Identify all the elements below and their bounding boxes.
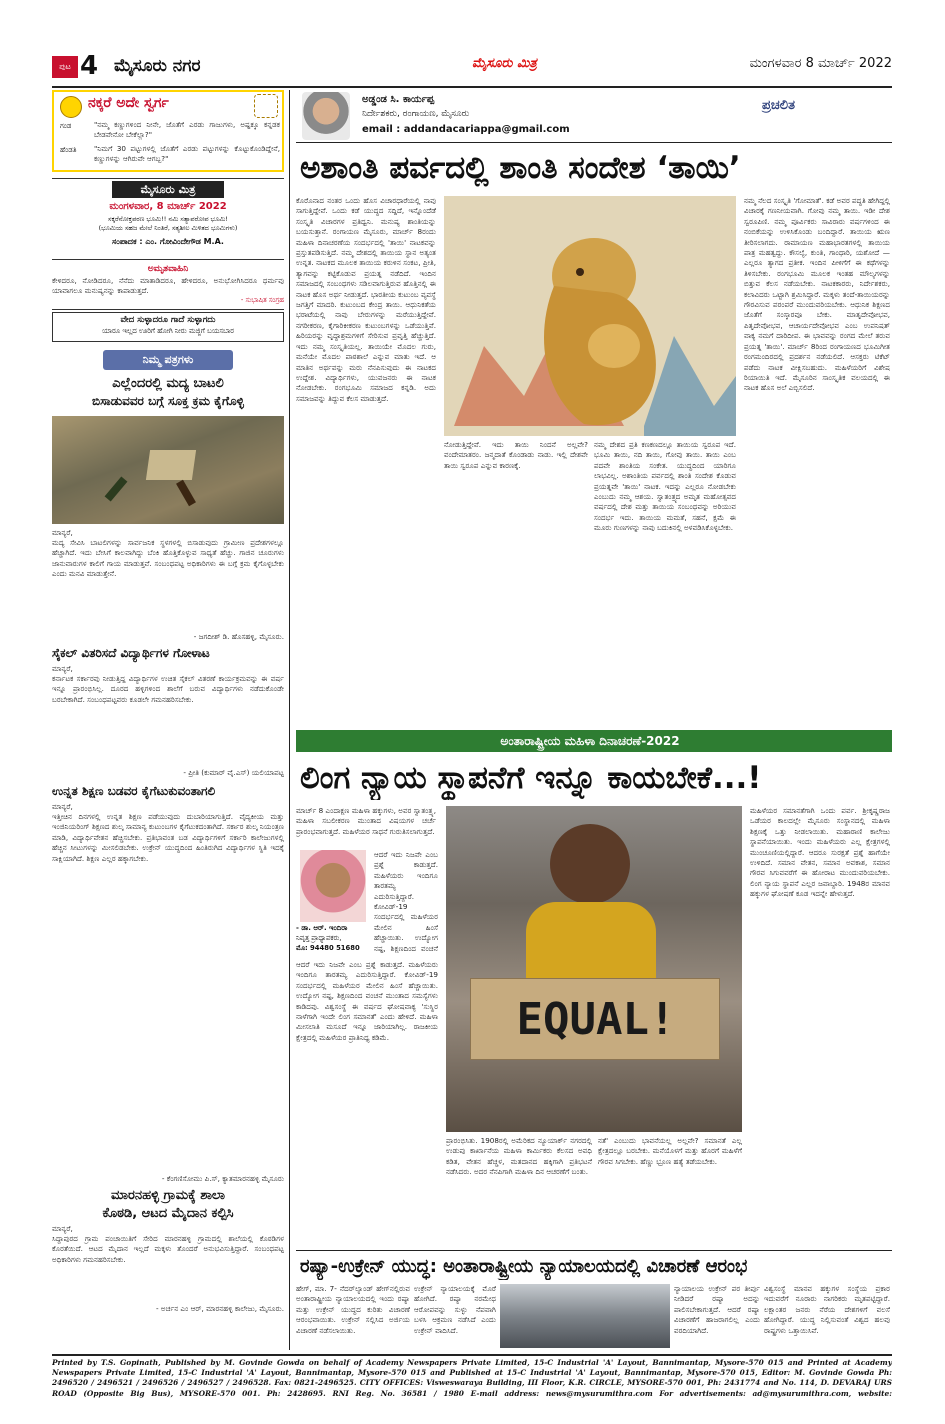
- equal-protest-photo: [446, 806, 742, 1132]
- letter1-title-b: ಬಿಸಾಡುವವರ ಬಗ್ಗೆ ಸೂಕ್ತ ಕ್ರಮ ಕೈಗೊಳ್ಳಿ: [92, 394, 244, 408]
- letter3-body: ಇತ್ತೀಚಿನ ದಿನಗಳಲ್ಲಿ ಉನ್ನತ ಶಿಕ್ಷಣ ಪಡೆಯುವುದು ದುಬಾರಿಯಾಗುತ್ತಿದೆ. ವೈದ್ಯಕೀಯ ಮತ್ತು ಇಂಜಿನಿಯರಿಂಗ್ ಶಿಕ್ಷಣದ ಶುಲ್ಕ ಸಾಮಾನ್ಯ ಕುಟುಂಬಗಳ ಕೈಗೆಟುಕದಂತಾಗಿದೆ. ಸರ್ಕಾರ ಶುಲ್ಕ ನಿಯಂತ್ರಣ ಮಾಡಿ, ವಿದ್ಯಾರ್ಥಿವೇತನ ಹೆಚ್ಚಿಸಬೇಕು. ಪ್ರತಿಭಾವಂತ ಬಡ ವಿದ್ಯಾರ್ಥಿಗಳಿಗೆ ಸರ್ಕಾರಿ ಕಾಲೇಜುಗಳಲ್ಲಿ ಹೆಚ್ಚಿನ ಸೀಟುಗಳನ್ನು ಮೀಸಲಿಡಬೇಕು. ಉಕ್ರೇನ್ ಯುದ್ಧದಿಂದ ಹಿಂತಿರುಗಿದ ವಿದ್ಯಾರ್ಥಿಗಳ ಸ್ಥಿತಿ ಇದಕ್ಕೆ ಸಾಕ್ಷಿಯಾಗಿದೆ. ಶಿಕ್ಷಣ ಎಲ್ಲರ ಹಕ್ಕಾಗಬೇಕು.: [52, 812, 284, 863]
- masthead-rule: [52, 86, 892, 88]
- letter3-sign: - ಕೆಂಗಣಿಸೋಮು ಪಿ.ಸ್, ಕ್ಯಾತಮಾರನಹಳ್ಳಿ ಮೈಸೂರು: [161, 1174, 284, 1183]
- author-photo: [302, 92, 350, 140]
- letter2-title: ಸೈಕಲ್ ವಿತರಿಸದೆ ವಿದ್ಯಾರ್ಥಿಗಳ ಗೋಳಾಟ: [52, 646, 210, 660]
- letter4-salute: ಮಾನ್ಯರೆ,: [52, 1224, 73, 1233]
- russia-col4: ವಿಶ್ವಸಂಸ್ಥೆ ಮಾನವ ಹಕ್ಕುಗಳ ಸಂಸ್ಥೆಯ ಪ್ರಕಾರ ಇದುವರೆಗೆ ನೂರಾರು ನಾಗರಿಕರು ಮೃತಪಟ್ಟಿದ್ದಾರೆ. ಲಕ್ಷಾಂತರ ಜನರು ನೆರೆಯ ದೇಶಗಳಿಗೆ ವಲಸೆ ಹೋಗಿದ್ದಾರೆ. ಯುದ್ಧ ನಿಲ್ಲಿಸುವಂತೆ ವಿಶ್ವದ ಹಲವು ರಾಷ್ಟ್ರಗಳು ಒತ್ತಾಯಿಸಿವೆ.: [764, 1284, 890, 1335]
- letter4-title-a: ಮಾರನಹಳ್ಳಿ ಗ್ರಾಮಕ್ಕೆ ಶಾಲಾ: [111, 1188, 225, 1203]
- laughing-face-icon: [60, 96, 82, 118]
- mini-sub-1: ಸಕ್ಕರೆನೋಕ್ತಪಠಣ ಭೂಮಿ!! ನಮಿ ಸತ್ಯಾಪರೋಪ ಭೂಮಿ!: [108, 215, 228, 223]
- scarecrow-icon: [254, 94, 278, 118]
- refugees-photo: [500, 1284, 670, 1348]
- author-indira-photo: [300, 850, 366, 922]
- mini-masthead: [52, 178, 284, 260]
- womens-day-col1b: ಆದರೆ ಇದು ನಿಜವೇ ಎಂಬ ಪ್ರಶ್ನೆ ಕಾಡುತ್ತದೆ. ಮಹಿಳೆಯರು ಇಂದಿಗೂ ತಾರತಮ್ಯ ಎದುರಿಸುತ್ತಿದ್ದಾರೆ. ಕೋವಿಡ್-19 ಸಂದರ್ಭದಲ್ಲಿ ಮಹಿಳೆಯರ ಮೇಲಿನ ಹಿಂಸೆ ಹೆಚ್ಚಾಯಿತು. ಉದ್ಯೋಗ ನಷ್ಟ, ಶಿಕ್ಷಣದಿಂದ ವಂಚನೆ ಮುಂತಾದ ಸಮಸ್ಯೆಗಳು ಕಾಡಿದವು. ವಿಶ್ವಸಂಸ್ಥೆ ಈ ವರ್ಷದ ಘೋಷವಾಕ್ಯ 'ಸುಸ್ಥಿರ ನಾಳೆಗಾಗಿ ಇಂದೇ ಲಿಂಗ ಸಮಾನತೆ' ಎಂದು ಹೇಳಿದೆ. ಮಹಿಳಾ ಮೀಸಲಾತಿ ಮಸೂದೆ ಇನ್ನೂ ಜಾರಿಯಾಗಿಲ್ಲ. ರಾಜಕೀಯ ಕ್ಷೇತ್ರದಲ್ಲಿ ಮಹಿಳೆಯರ ಪ್ರಾತಿನಿಧ್ಯ ಕಡಿಮೆ.: [296, 960, 438, 1042]
- author-indira-role: ನಿವೃತ್ತ ಪ್ರಾಧ್ಯಾಪಕರು,: [296, 934, 342, 942]
- main-story-col4: ನಮ್ಮ ನೆಲದ ಸಂಸ್ಕೃತಿ 'ಗೋಮಾತೆ'. ಕಡೆ ಅವರ ಪದ್ಧತಿ ಹೇಗಿದ್ದಲ್ಲಿ ವಿಚಾರಕ್ಕೆ ಗಣನೀಯವಾಗಿ. ಗೋವು ನಮ್ಮ ತಾಯಿ. ಇಡೀ ದೇಶ ಸ್ವರೂಪಿಣಿ. ನಮ್ಮ ಪೂರ್ವಿಕರು ಸಾವಿರಾರು ವರ್ಷಗಳಿಂದ ಈ ನಂಬಿಕೆಯನ್ನು ಉಳಿಸಿಕೊಂಡು ಬಂದಿದ್ದಾರೆ. ತಾಯಿಯ ಋಣ ತೀರಿಸಲಾಗದು. ರಾಮಾಯಣ ಮಹಾಭಾರತಗಳಲ್ಲಿ ತಾಯಿಯ ಪಾತ್ರ ಮಹತ್ವದ್ದು. ಕೌಸಲ್ಯೆ, ಕುಂತಿ, ಗಾಂಧಾರಿ, ಯಶೋದೆ — ಎಲ್ಲರೂ ತ್ಯಾಗದ ಪ್ರತೀಕ. ಇಂದಿನ ಪೀಳಿಗೆಗೆ ಈ ಕಥೆಗಳನ್ನು ತಿಳಿಸಬೇಕು. ರಂಗಭೂಮಿ ಮೂಲಕ ಇಂತಹ ಮೌಲ್ಯಗಳನ್ನು ಬಿತ್ತುವ ಕೆಲಸ ನಡೆಯಬೇಕು. ನಾಟಕಕಾರರು, ನಿರ್ದೇಶಕರು, ಕಲಾವಿದರು ಒಟ್ಟಾಗಿ ಶ್ರಮಿಸಿದ್ದಾರೆ. ಮಕ್ಕಳು ತಂದೆ-ತಾಯಿಯರನ್ನು ಗೌರವಿಸುವ ಪರಂಪರೆ ಮುಂದುವರಿಯಬೇಕು. ಆಧುನಿಕ ಶಿಕ್ಷಣದ ಜೊತೆಗೆ ಸಂಸ್ಕಾರವೂ ಬೇಕು. ಮಾತೃದೇವೋಭವ, ಪಿತೃದೇವೋಭವ, ಆಚಾರ್ಯದೇವೋಭವ ಎಂಬ ಉಪನಿಷತ್ ವಾಕ್ಯ ನಮಗೆ ದಾರಿದೀಪ. ಈ ಭಾವವನ್ನು ರಂಗದ ಮೇಲೆ ತರುವ ಪ್ರಯತ್ನ 'ತಾಯಿ'. ಮಾರ್ಚ್ 8ರಿಂದ ರಂಗಾಯಣದ ಭೂಮಿಗೀತ ರಂಗಮಂದಿರದಲ್ಲಿ ಪ್ರದರ್ಶನ ನಡೆಯಲಿದೆ. ಆಸಕ್ತರು ಟಿಕೆಟ್ ಪಡೆದು ನಾಟಕ ವೀಕ್ಷಿಸಬಹುದು. ಮಹಿಳೆಯರಿಗೆ ವಿಶೇಷ ರಿಯಾಯಿತಿ ಇದೆ. ಮೈಸೂರಿನ ಸಾಂಸ್ಕೃತಿಕ ವಲಯದಲ್ಲಿ ಈ ನಾಟಕ ಹೊಸ ಅಲೆ ಎಬ್ಬಿಸಲಿದೆ.: [744, 196, 890, 393]
- carton-shape: [146, 450, 196, 480]
- letters-section: [52, 350, 284, 1350]
- mother-painting: [444, 196, 736, 436]
- womens-day-col4: ಮಹಿಳೆಯರ ಸಮಾನತೆಗಾಗಿ ಒಂದು ಪರ್ವ. ಶ್ರೀಕೃಷ್ಣರಾಜ ಒಡೆಯರ ಕಾಲದಲ್ಲೇ ಮೈಸೂರು ಸಂಸ್ಥಾನದಲ್ಲಿ ಮಹಿಳಾ ಶಿಕ್ಷಣಕ್ಕೆ ಒತ್ತು ನೀಡಲಾಯಿತು. ಮಹಾರಾಣಿ ಕಾಲೇಜು ಸ್ಥಾಪನೆಯಾಯಿತು. ಇಂದು ಮಹಿಳೆಯರು ಎಲ್ಲ ಕ್ಷೇತ್ರಗಳಲ್ಲಿ ಮುಂಚೂಣಿಯಲ್ಲಿದ್ದಾರೆ. ಆದರೂ ಸುರಕ್ಷತೆ ಪ್ರಶ್ನೆ ಹಾಗೆಯೇ ಉಳಿದಿದೆ. ಸಮಾನ ವೇತನ, ಸಮಾನ ಅವಕಾಶ, ಸಮಾನ ಗೌರವ ಸಿಗುವವರೆಗೆ ಈ ಹೋರಾಟ ಮುಂದುವರಿಯಬೇಕು. ಲಿಂಗ ನ್ಯಾಯ ಸ್ಥಾಪನೆ ಎಲ್ಲರ ಜವಾಬ್ದಾರಿ. 1948ರ ಮಾನವ ಹಕ್ಕುಗಳ ಘೋಷಣೆ ಕೂಡ ಇದನ್ನೇ ಹೇಳುತ್ತದೆ.: [750, 806, 890, 899]
- woman-figure: [550, 824, 630, 904]
- proverb-box: [52, 312, 284, 342]
- author-bar-rule: [296, 142, 892, 143]
- story-divider: [296, 1250, 892, 1251]
- author-role: ನಿರ್ದೇಶಕರು, ರಂಗಾಯಣ, ಮೈಸೂರು: [362, 109, 470, 119]
- letter4-title-b: ಕೊಠಡಿ, ಆಟದ ಮೈದಾನ ಕಲ್ಪಿಸಿ: [102, 1206, 234, 1221]
- footer-imprint: Printed by T.S. Gopinath, Published by M. Govinde Gowda on behalf of Academy Newspapers Private Limited, 15-C Industrial 'A' Layout, Bannimantap, Mysore-570 015 and Printed at Academy Newspapers Private Limited, 15-C Industrial 'A' Layout, Bannimantap, Mysore-570 015 and Published at 15-C Industrial 'A' Layout, Bannimantap, Mysore-570 015, Editor: M. Govinde Gowda Ph: 2496520 / 2496521 / 2496526 / 2496527 / 2496528. Fax: 0821-2496525. CITY OFFICES: Visweswaraya Building, III Floor, K.R. CIRCLE, MYSORE-570 001, Ph: 2431774 and No. 114, D. DEVARAJ URS ROAD (Opposite Big Bus), MYSORE-570 001. Ph: 2428695. RNI Reg. No. 36581 / 1980 E-mail address: news@mysurumithra.com For advertisements: ad@mysurumithra.com, website:: [52, 1358, 892, 1398]
- column-divider: [289, 90, 290, 1350]
- letters-header: ನಿಮ್ಮ ಪತ್ರಗಳು: [103, 350, 233, 370]
- painting-svg: [444, 196, 736, 436]
- letter4-sign: - ಅರ್ಚನ ಎಂ ಆರ್, ಮಾರನಹಳ್ಳಿ ಕಾಲೇಜು, ಮೈಸೂರು.: [156, 1304, 284, 1313]
- masthead: [52, 50, 892, 86]
- mini-sub-2: (ಭೂಮಿಯ ಸಹಜ ಮೇಲೆ ನಿಂತಿರೆ, ಸತ್ಯಶೀಲ ಮಿಳಿತದ ಭೂಮಿಗಳು): [98, 224, 238, 232]
- mini-date: ಮಂಗಳವಾರ, 8 ಮಾರ್ಚ್ 2022: [109, 201, 227, 212]
- column-tag: ಪ್ರಚಲಿತ: [762, 98, 795, 113]
- author-bar: [296, 90, 892, 142]
- russia-col3: ನ್ಯಾಯಾಲಯ ಉಕ್ರೇನ್ ಪರ ತೀರ್ಪು ನೀಡಿದರೆ ರಷ್ಯಾ ಅದನ್ನು ಪಾಲಿಸಬೇಕಾಗುತ್ತದೆ. ಆದರೆ ರಷ್ಯಾ ವಿಚಾರಣೆಗೆ ಹಾಜರಾಗಲಿಲ್ಲ ಎಂದು ವರದಿಯಾಗಿದೆ.: [674, 1284, 760, 1335]
- humor-box: [52, 90, 284, 172]
- amrutha-source: - ಸುಭಾಷಿತ ಸಂಗ್ರಹ: [240, 296, 284, 304]
- issue-date: ಮಂಗಳವಾರ 8 ಮಾರ್ಚ್ 2022: [749, 56, 892, 71]
- womens-day-banner-label: ಅಂತಾರಾಷ್ಟ್ರೀಯ ಮಹಿಳಾ ದಿನಾಚರಣೆ-2022: [500, 734, 680, 748]
- letter3-salute: ಮಾನ್ಯರೆ,: [52, 802, 73, 811]
- womens-day-col3: ನತೆ' ಎಂಬುದು ಭಾವನೆಯಲ್ಲ ಅಲ್ಲವೇ? ಸಮಾನತೆ ಎಲ್ಲ ಕ್ಷೇತ್ರದಲ್ಲೂ ಬರಬೇಕು. ಮನೆಯೊಳಗೆ ಮತ್ತು ಹೊರಗೆ ಮಹಿಳೆಗೆ ಗೌರವ ಸಿಗಬೇಕು. ಹೆಣ್ಣು ಭ್ರೂಣ ಹತ್ಯೆ ತಡೆಯಬೇಕು.: [598, 1136, 742, 1166]
- page-number: 4: [80, 51, 99, 81]
- letter2-salute: ಮಾನ್ಯರೆ,: [52, 664, 73, 673]
- russia-col1: ಹೇಗ್, ಮಾ. 7- ನೆದರ್‌ಲ್ಯಾಂಡ್ ಹೇಗ್‌ನಲ್ಲಿರುವ ಅಂತಾರಾಷ್ಟ್ರೀಯ ನ್ಯಾಯಾಲಯದಲ್ಲಿ ಇಂದು ರಷ್ಯಾ ಮತ್ತು ಉಕ್ರೇನ್ ಯುದ್ಧದ ಕುರಿತು ವಿಚಾರಣೆ ಆರಂಭವಾಯಿತು. ಉಕ್ರೇನ್ ಸಲ್ಲಿಸಿದ ಅರ್ಜಿಯ ವಿಚಾರಣೆ ನಡೆಸಲಾಯಿತು.: [296, 1284, 410, 1335]
- russia-col2: ಉಕ್ರೇನ್ ನ್ಯಾಯಾಲಯಕ್ಕೆ ಮೊರೆ ಹೋಗಿದೆ. ರಷ್ಯಾ ನರಮೇಧ ಆರೋಪವನ್ನು ಸುಳ್ಳು ನೆಪವಾಗಿ ಬಳಸಿ ಆಕ್ರಮಣ ನಡೆಸಿದೆ ಎಂದು ಉಕ್ರೇನ್ ವಾದಿಸಿದೆ.: [414, 1284, 496, 1335]
- author-email[interactable]: email : addandacariappa@gmail.com: [362, 124, 570, 135]
- bottle-shape: [176, 480, 196, 507]
- letter1-salute: ಮಾನ್ಯರೆ,: [52, 528, 73, 537]
- letter2-sign: - ಪ್ರೀತಿ (ಕುಮಾರ್ ವೈ.ಎಸ್) ಯಲಿಯಾಪಟ್ಟ: [183, 768, 284, 777]
- amrutha-text: ಕೇಳಿದರೂ, ನೋಡಿದರೂ, ನೆನೆದು ಮಾತಾಡಿದರೂ, ಹೇಳಿದರೂ, ಅನುಭೋಗಿಸಿದರೂ ಧರ್ಮವು ಯಾವಾಗಲೂ ಮನುಷ್ಯನನ್ನು ಕಾಪಾಡುತ್ತದೆ.: [52, 276, 284, 296]
- paper-name-small: ಮೈಸೂರು ಮಿತ್ರ: [472, 56, 537, 71]
- letter3-title: ಉನ್ನತ ಶಿಕ್ಷಣ ಬಡವರ ಕೈಗೆಟುಕುವಂತಾಗಲಿ: [52, 784, 216, 798]
- proverb-text: ಯಾರೂ ಇಲ್ಲದ ಊರಿಗೆ ಹೋಗಿ ನೀರು ಮಜ್ಜಿಗೆ ಬಯಸಬಾರ: [101, 327, 234, 335]
- main-story-col1: ಕೊರೊನಾದ ನಂತರ ಒಂದು ಹೊಸ ವಿಚಾರಧಾರೆಯಲ್ಲಿ ನಾವು ಸಾಗುತ್ತಿದ್ದೇವೆ. ಒಂದು ಕಡೆ ಯುದ್ಧದ ಸದ್ದಿದೆ, ಇನ್ನೊಂದೆಡೆ ಸಂಸ್ಕೃತಿ ವಿಚಾರಗಳ ಪ್ರತಿಧ್ವನಿ. ಮನುಷ್ಯ ಶಾಂತಿಯನ್ನು ಬಯಸುತ್ತಾನೆ. ರಂಗಾಯಣ ಮೈಸೂರು, ಮಾರ್ಚ್ 8ರಂದು ಮಹಿಳಾ ದಿನಾಚರಣೆಯ ಸಂದರ್ಭದಲ್ಲಿ 'ತಾಯಿ' ನಾಟಕವನ್ನು ಪ್ರಸ್ತುತಪಡಿಸುತ್ತಿದೆ. ನಮ್ಮ ದೇಶದಲ್ಲಿ ತಾಯಿಯ ಸ್ಥಾನ ಅತ್ಯಂತ ಉನ್ನತ. ನಾಟಕದ ಮೂಲಕ ತಾಯಿಯ ಕರುಳಿನ ಸಂಕಟ, ಪ್ರೀತಿ, ತ್ಯಾಗವನ್ನು ಕಟ್ಟಿಕೊಡುವ ಪ್ರಯತ್ನ ನಡೆದಿದೆ. ಇಂದಿನ ಸಮಾಜದಲ್ಲಿ ಸಂಬಂಧಗಳು ಸಡಿಲವಾಗುತ್ತಿರುವ ಹೊತ್ತಿನಲ್ಲಿ ಈ ನಾಟಕ ಹೊಸ ಅರ್ಥ ನೀಡುತ್ತದೆ. ಭಾರತೀಯ ಕುಟುಂಬ ವ್ಯವಸ್ಥೆ ಜಗತ್ತಿಗೆ ಮಾದರಿ. ಕುಟುಂಬದ ಕೇಂದ್ರ ತಾಯಿ. ಆಧುನಿಕತೆಯ ಭರಾಟೆಯಲ್ಲಿ ನಾವು ಬೇರುಗಳನ್ನು ಮರೆಯುತ್ತಿದ್ದೇವೆ. ನಗರೀಕರಣ, ಕೈಗಾರಿಕೀಕರಣ ಕುಟುಂಬಗಳನ್ನು ಒಡೆಯುತ್ತಿವೆ. ಹಿರಿಯರನ್ನು ವೃದ್ಧಾಶ್ರಮಗಳಿಗೆ ಸೇರಿಸುವ ಪ್ರವೃತ್ತಿ ಹೆಚ್ಚುತ್ತಿದೆ. ಇದು ನಮ್ಮ ಸಂಸ್ಕೃತಿಯಲ್ಲ. ತಾಯಿಯೇ ಮೊದಲ ಗುರು, ಮನೆಯೇ ಮೊದಲ ಪಾಠಶಾಲೆ ಎನ್ನುವ ಮಾತು ಇದೆ. ಆ ಮಾತಿನ ಅರ್ಥವನ್ನು ಮರು ನೆನಪಿಸುವುದು ಈ ನಾಟಕದ ಉದ್ದೇಶ. ವಿದ್ಯಾರ್ಥಿಗಳು, ಯುವಜನರು ಈ ನಾಟಕ ನೋಡಬೇಕು. ರಂಗಭೂಮಿ ಸಮಾಜದ ಕನ್ನಡಿ. ಅದು ಸಮಾಜವನ್ನು ತಿದ್ದುವ ಕೆಲಸ ಮಾಡುತ್ತದೆ.: [296, 196, 436, 403]
- letter1-body: ಮದ್ಯ ಸೇವಿಸಿ ಬಾಟಲಿಗಳನ್ನು ಸಾರ್ವಜನಿಕ ಸ್ಥಳಗಳಲ್ಲಿ ಬಿಸಾಡುವುದು ಗ್ರಾಮೀಣ ಪ್ರದೇಶಗಳಲ್ಲೂ ಹೆಚ್ಚಾಗಿದೆ. ಇದು ಬೇಸಿಗೆ ಕಾಲವಾಗಿದ್ದು ಬೆಂಕಿ ಹೊತ್ತಿಕೊಳ್ಳುವ ಸಾಧ್ಯತೆ ಹೆಚ್ಚು. ಗಾಜಿನ ಚೂರುಗಳು ಜಾನುವಾರುಗಳ ಕಾಲಿಗೆ ಗಾಯ ಮಾಡುತ್ತವೆ. ಸಂಬಂಧಪಟ್ಟ ಅಧಿಕಾರಿಗಳು ಈ ಬಗ್ಗೆ ಕ್ರಮ ಕೈಗೊಳ್ಳಬೇಕು ಎಂದು ಮನವಿ ಮಾಡುತ್ತೇನೆ.: [52, 538, 284, 579]
- womens-day-col1: ಆದರೆ ಇದು ನಿಜವೇ ಎಂಬ ಪ್ರಶ್ನೆ ಕಾಡುತ್ತದೆ. ಮಹಿಳೆಯರು ಇಂದಿಗೂ ತಾರತಮ್ಯ ಎದುರಿಸುತ್ತಿದ್ದಾರೆ. ಕೋವಿಡ್-19 ಸಂದರ್ಭದಲ್ಲಿ ಮಹಿಳೆಯರ ಮೇಲಿನ ಹಿಂಸೆ ಹೆಚ್ಚಾಯಿತು. ಉದ್ಯೋಗ ನಷ್ಟ, ಶಿಕ್ಷಣದಿಂದ ವಂಚನೆ: [374, 850, 438, 953]
- womens-day-lead: ಮಾರ್ಚ್ 8 ಎಂದಾಕ್ಷಣ ಮಹಿಳಾ ಹಕ್ಕುಗಳು, ಅವರ ಸ್ವಾತಂತ್ರ್ಯ, ಮಹಿಳಾ ಸಬಲೀಕರಣ ಮುಂತಾದ ವಿಷಯಗಳ ಚರ್ಚೆ ಪ್ರಾರಂಭವಾಗುತ್ತದೆ. ಮಹಿಳೆಯರ ಸಾಧನೆ ಗುರುತಿಸಲಾಗುತ್ತದೆ.: [296, 806, 436, 836]
- humor-who-1: ಗಂಡ: [60, 122, 72, 130]
- mini-paper-name: ಮೈಸೂರು ಮಿತ್ರ: [112, 181, 224, 198]
- bottles-photo: [52, 416, 284, 524]
- humor-who-2: ಹೆಂಡತಿ: [60, 146, 77, 154]
- editor-line: ಸಂಪಾದಕ : ಎಂ. ಗೋವಿಂದೇಗೌಡ M.A.: [112, 237, 224, 246]
- page-tab: ಪುಟ: [52, 56, 78, 78]
- main-story-col3: ನಮ್ಮ ದೇಶದ ಪ್ರತಿ ಕಣಕಣದಲ್ಲೂ ತಾಯಿಯ ಸ್ವರೂಪ ಇದೆ. ಭೂಮಿ ತಾಯಿ, ನದಿ ತಾಯಿ, ಗೋವು ತಾಯಿ. ತಾಯಿ ಎಂಬ ಪದವೇ ಶಾಂತಿಯ ಸಂಕೇತ. ಯುದ್ಧದಿಂದ ಯಾರಿಗೂ ಲಾಭವಿಲ್ಲ. ಅಶಾಂತಿಯ ಪರ್ವದಲ್ಲಿ ಶಾಂತಿ ಸಂದೇಶ ಕೊಡುವ ಪ್ರಯತ್ನವೇ 'ತಾಯಿ' ನಾಟಕ. ಇದನ್ನು ಎಲ್ಲರೂ ನೋಡಬೇಕು ಎಂಬುದು ನಮ್ಮ ಆಶಯ. ಸ್ವಾತಂತ್ರ್ಯದ ಅಮೃತ ಮಹೋತ್ಸವದ ವರ್ಷದಲ್ಲಿ ದೇಶ ಮತ್ತು ತಾಯಿಯ ಸಂಬಂಧವನ್ನು ಅರಿಯುವ ಸಂದರ್ಭ ಇದು. ತಾಯಿಯ ಮಮತೆ, ಸಹನೆ, ಕ್ಷಮೆ ಈ ಮೂರು ಗುಣಗಳನ್ನು ನಾವು ಬದುಕಿನಲ್ಲಿ ಅಳವಡಿಸಿಕೊಳ್ಳಬೇಕು.: [594, 440, 736, 533]
- humor-line-1: "ನಮ್ಮ ಕಣ್ಣುಗಳಿಂದ ನೀನೇ, ಜೊತೆಗೆ ಎರಡು ಗಾಜುಗಳು, ಅಷ್ಟಕ್ಕೂ ಕನ್ನಡಕ ಬೇಡವೇನೋ ಬೇಕೆಲ್ಲಾ?": [94, 120, 280, 140]
- letter2-body: ಕರ್ನಾಟಕ ಸರ್ಕಾರವು ನೀಡುತ್ತಿದ್ದ ವಿದ್ಯಾರ್ಥಿಗಳ ಉಚಿತ ಸೈಕಲ್ ವಿತರಣೆ ಕಾರ್ಯಕ್ರಮವನ್ನು ಈ ವರ್ಷ ಇನ್ನೂ ಪ್ರಾರಂಭಿಸಿಲ್ಲ. ದೂರದ ಹಳ್ಳಿಗಳಿಂದ ಶಾಲೆಗೆ ಬರುವ ವಿದ್ಯಾರ್ಥಿಗಳು ನಡೆದುಕೊಂಡೇ ಬರಬೇಕಾಗಿದೆ. ಸಂಬಂಧಪಟ್ಟವರು ಕೂಡಲೇ ಗಮನಹರಿಸಬೇಕು.: [52, 674, 284, 704]
- humor-title: ನಕ್ಕರೆ ಅದೇ ಸ್ವರ್ಗ: [88, 95, 169, 111]
- letter1-sign: - ಜಗದೀಶ್ ಡಿ. ಹೊಸಹಳ್ಳಿ, ಮೈಸೂರು.: [193, 632, 284, 641]
- letter4-body: ಸಿದ್ದಾಪುರದ ಗ್ರಾಮ ಪಂಚಾಯಿತಿಗೆ ಸೇರಿದ ಮಾರನಹಳ್ಳಿ ಗ್ರಾಮದಲ್ಲಿ ಶಾಲೆಯಲ್ಲಿ ಕೊಠಡಿಗಳ ಕೊರತೆಯಿದೆ. ಆಟದ ಮೈದಾನ ಇಲ್ಲದೆ ಮಕ್ಕಳು ತೊಂದರೆ ಅನುಭವಿಸುತ್ತಿದ್ದಾರೆ. ಸಂಬಂಧಪಟ್ಟ ಅಧಿಕಾರಿಗಳು ಗಮನಹರಿಸಬೇಕು.: [52, 1234, 284, 1264]
- author-indira-phone: ಮೊ: 94480 51680: [296, 944, 360, 952]
- section-title: ಮೈಸೂರು ನಗರ: [114, 56, 201, 76]
- painting-caption-text: ನೋಡುತ್ತಿದ್ದೇವೆ. ಇದು ತಾಯಿ ನಿಂದನೆ ಅಲ್ಲವೇ? ವಂದೇಮಾತರಂ. ಜನ್ಮದಾತೆ ಕೊಂಡಾಡು ನಾಡು. ಇಲ್ಲಿ ದೇಶವೇ ತಾಯಿ ಸ್ವರೂಪ ಎನ್ನುವ ಕಾರಣಕ್ಕೆ.: [444, 440, 588, 470]
- letter1-title-a: ಎಲ್ಲೆಂದರಲ್ಲಿ ಮದ್ಯ ಬಾಟಲಿ: [112, 376, 224, 391]
- author-indira-name: - ಡಾ. ಆರ್. ಇಂದಿರಾ: [296, 924, 348, 932]
- proverb-title: ವೇದ ಸುಳ್ಳಾದರೂ ಗಾದೆ ಸುಳ್ಳಾಗದು: [120, 315, 216, 325]
- main-headline: ಅಶಾಂತಿ ಪರ್ವದಲ್ಲಿ ಶಾಂತಿ ಸಂದೇಶ ‘ತಾಯಿ’: [300, 150, 741, 186]
- placard-text: EQUAL!: [516, 994, 676, 1045]
- amrutha-box: [52, 264, 284, 310]
- russia-headline: ರಷ್ಯಾ-ಉಕ್ರೇನ್ ಯುದ್ಧ: ಅಂತಾರಾಷ್ಟ್ರೀಯ ನ್ಯಾಯಾಲಯದಲ್ಲಿ ವಿಚಾರಣೆ ಆರಂಭ: [300, 1256, 748, 1277]
- womens-day-headline: ಲಿಂಗ ನ್ಯಾಯ ಸ್ಥಾಪನೆಗೆ ಇನ್ನೂ ಕಾಯಬೇಕೆ...!: [300, 760, 762, 796]
- womens-day-col2: ಪ್ರಾರಂಭಿಸಿತು. 1908ರಲ್ಲಿ ಅಮೆರಿಕದ ನ್ಯೂಯಾರ್ಕ್ ನಗರದಲ್ಲಿ ಉಡುಪು ಕಾರ್ಖಾನೆಯ ಮಹಿಳಾ ಕಾರ್ಮಿಕರು ಕೆಲಸದ ಅವಧಿ ಕಡಿತ, ವೇತನ ಹೆಚ್ಚಳ, ಮತದಾನದ ಹಕ್ಕಿಗಾಗಿ ಪ್ರತಿಭಟನೆ ನಡೆಸಿದರು. ಅದರ ನೆನಪಿಗಾಗಿ ಮಹಿಳಾ ದಿನ ಆಚರಣೆಗೆ ಬಂತು.: [446, 1136, 592, 1177]
- author-name: ಅಡ್ಡಂಡ ಸಿ. ಕಾರ್ಯಪ್ಪ: [362, 94, 435, 105]
- bottle-shape: [105, 476, 128, 501]
- humor-line-2: "ನಿಮಗೆ 30 ಪಟ್ಟುಗಳಲ್ಲಿ ಜೊತೆಗೆ ಎರಡು ಪಟ್ಟುಗಳನ್ನು ಕೊಟ್ಟುಕೊಂಡಿದ್ದೇನೆ, ಕಣ್ಣುಗಳನ್ನು ಆಗಿರುವೇ ಆಗಬ್ಬ?": [94, 144, 280, 164]
- amrutha-title: ಅಮೃತವಾಹಿನಿ: [147, 264, 189, 274]
- footer-rule: [52, 1354, 892, 1356]
